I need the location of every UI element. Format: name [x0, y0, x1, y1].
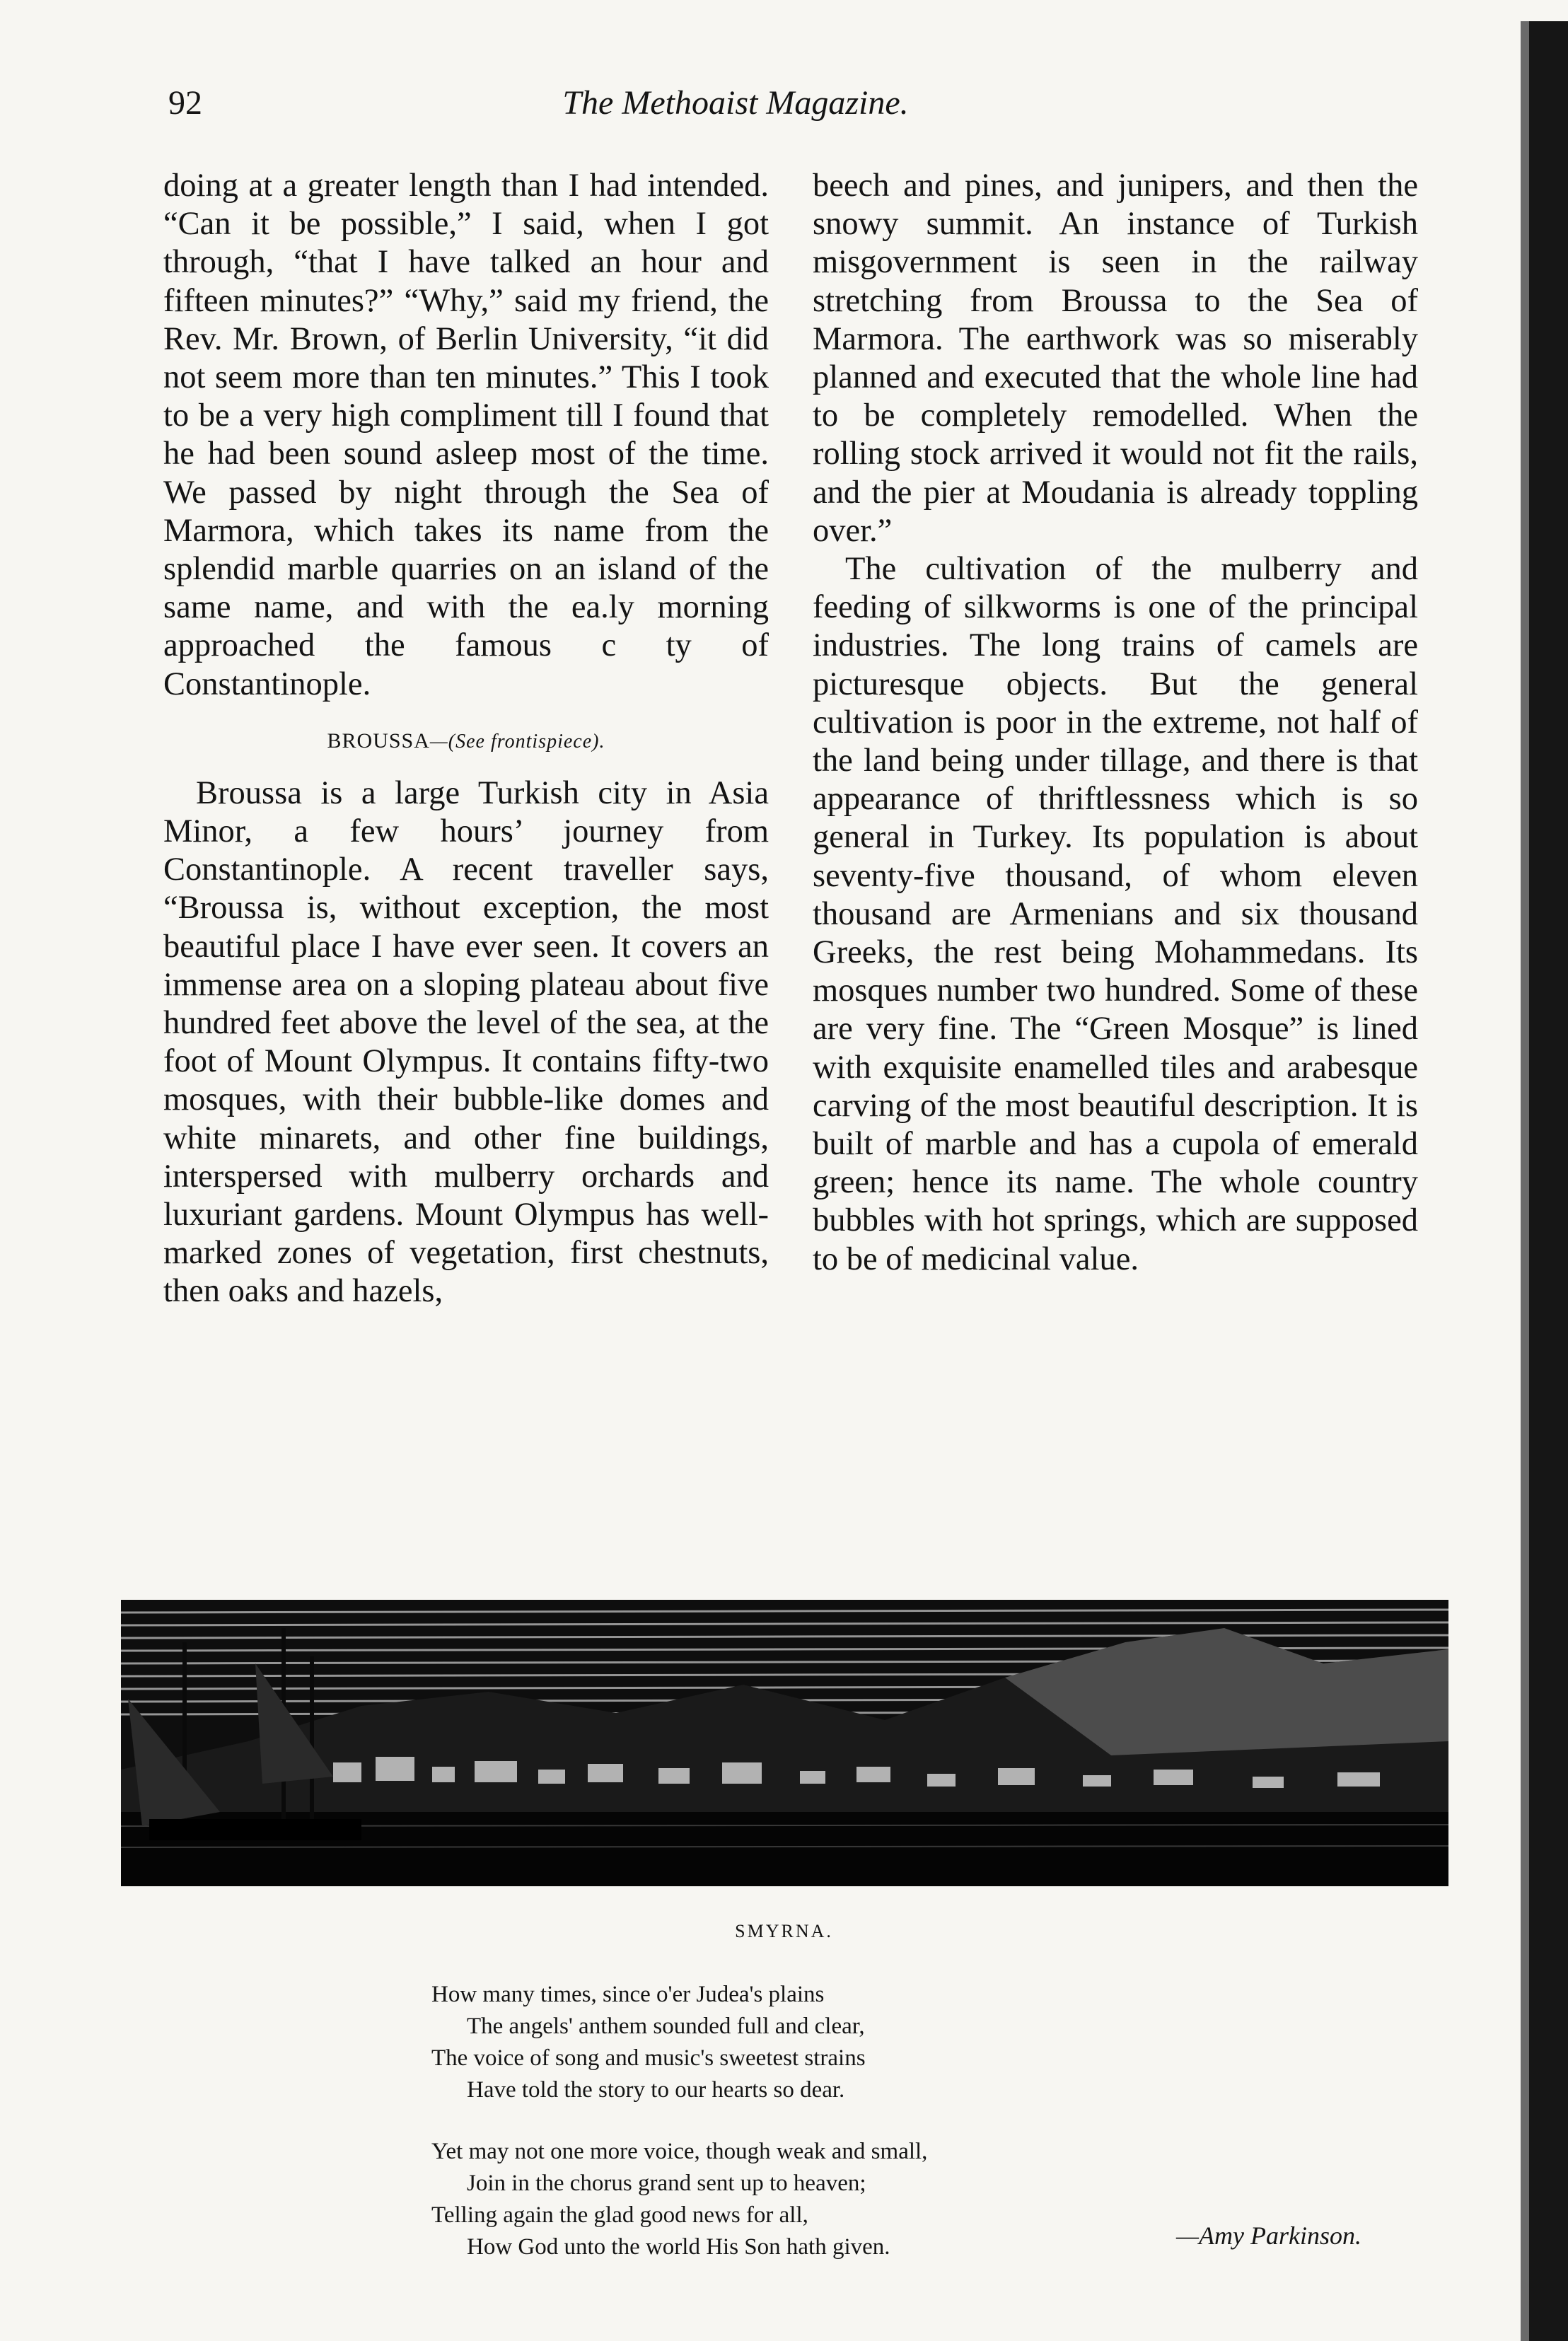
smyrna-engraving [121, 1600, 1448, 1886]
poem-line: Yet may not one more voice, though weak and small, [431, 2139, 928, 2164]
running-head: The Methoaist Magazine. [562, 84, 909, 122]
poem-line: The voice of song and music's sweetest strains [431, 2045, 866, 2071]
section-subtitle: —(See frontispiece). [429, 730, 605, 753]
paragraph-constantinople: doing at a greater length than I had intended. “Can it be possible,” I said, when I got through, “that I have talked an hour and fifteen minutes?” “Why,” said my friend, the Rev. Mr. Brown, of Berlin University, “it did not seem more than ten minutes.” This I took to be a very high compliment till I found that he had been sound asleep most of the time. We passed by night through the Sea of Marmora, which takes its name from the splendid marble quarries on an island of the same name, and with the ea.ly morning approached the famous c ty of Constantinople. [163, 168, 769, 702]
poem-line: How God unto the world His Son hath given. [467, 2234, 890, 2260]
poem-line: Have told the story to our hearts so dear. [467, 2077, 845, 2103]
paragraph-mulberry: The cultivation of the mulberry and feeding of silkworms is one of the principal industries. The long trains of camels are picturesque objects. But the general cultivation is poor in the extreme, not half of the land being under tillage, and there is that appearance of thriftlessness which is so general in Turkey. Its population is about seventy-five thousand, of whom eleven thousand are Armenians and six thousand Greeks, the rest being Mohammedans. Its mosques number two hundred. Some of these are very fine. The “Green Mosque” is lined with exquisite enamelled tiles and arabesque carving of the most beautiful description. It is built of marble and has a cupola of emerald green; hence its name. The whole country bubbles with hot springs, which are supposed to be of medicinal value. [813, 551, 1418, 1277]
page-number: 92 [168, 84, 202, 122]
illustration-caption: SMYRNA. [735, 1921, 833, 1941]
page-edge-shadow [1521, 21, 1568, 2341]
poem-line: Telling again the glad good news for all, [431, 2202, 808, 2228]
poem-attribution: —Amy Parkinson. [1176, 2221, 1361, 2250]
left-column [163, 167, 769, 1311]
section-heading-broussa [163, 729, 769, 753]
poem-line: The angels' anthem sounded full and clear, [467, 2014, 865, 2039]
right-column [813, 167, 1418, 1279]
poem-line: How many times, since o'er Judea's plains [431, 1982, 825, 2007]
poem-stanza-1 [431, 1979, 1386, 2106]
paragraph-olympus-railway: beech and pines, and junipers, and then the snowy summit. An instance of Turkish misgovernment is seen in the railway stretching from Broussa to the Sea of Marmora. The earthwork was so miserably planned and executed that the whole line had to be completely remodelled. When the rolling stock arrived it would not fit the rails, and the pier at Moudania is already toppling over.” [813, 168, 1418, 549]
harbor-illustration [121, 1600, 1448, 1886]
poem-line: Join in the chorus grand sent up to heaven; [467, 2171, 866, 2196]
section-title: BROUSSA [327, 728, 430, 753]
paragraph-broussa: Broussa is a large Turkish city in Asia Minor, a few hours’ journey from Constantinople. A recent traveller says, “Broussa is, without exception, the most beautiful place I have ever seen. It covers an immense area on a sloping plateau about five hundred feet above the level of the sea, at the foot of Mount Olympus. It contains fifty-two mosques, with their bubble-like domes and white minarets, and other fine buildings, interspersed with mulberry orchards and luxuriant gardens. Mount Olympus has well-marked zones of vegetation, first chestnuts, then oaks and hazels, [163, 774, 769, 1310]
